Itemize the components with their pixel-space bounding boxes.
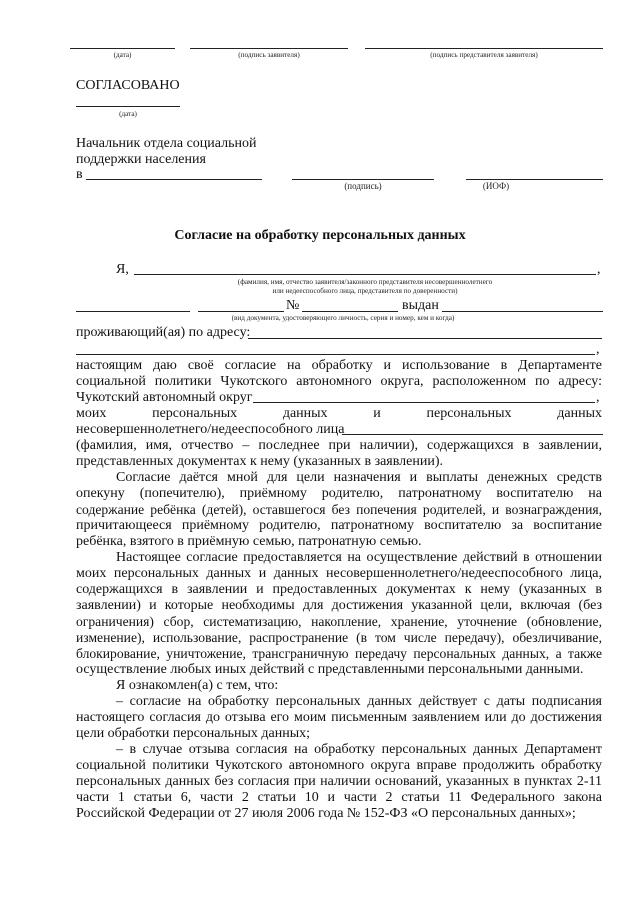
- body-line-29: Российской Федерации от 27 июля 2006 года № 152-ФЗ «О персональных данных»;: [76, 806, 576, 821]
- id-caption: (вид документа, удостоверяющего личность, серия и номер, кем и когда): [231, 314, 455, 322]
- body-line-7: представленных документах к нему (указанных в заявлении).: [76, 454, 444, 469]
- name-trailing-comma: ,: [597, 262, 601, 277]
- body-line-10: содержание ребёнка (детей), оставшегося без попечения родителей, и вознаграждения,: [76, 502, 602, 517]
- id-doc-type-line[interactable]: [76, 311, 190, 312]
- body-line-24: цели обработки персональных данных;: [76, 726, 311, 741]
- representative-signature-line[interactable]: [365, 48, 603, 49]
- issued-by-line[interactable]: [442, 311, 603, 312]
- approval-name-line[interactable]: [466, 179, 603, 180]
- body-line-14: моих персональных данных и данных несовершеннолетнего/недееспособного лица,: [76, 566, 602, 581]
- name-caption-line2: или недееспособного лица, представителя по доверенности): [272, 287, 458, 295]
- address-trailing-comma: ,: [596, 342, 600, 357]
- body-line-16: заявлении) и которые необходимы для достижения указанной цели, включая (без: [76, 598, 602, 613]
- approval-department-line[interactable]: [86, 179, 262, 180]
- applicant-signature-caption: (подпись заявителя): [238, 51, 300, 59]
- body-line-19: блокирование, уничтожение, трансграничную передачу персональных данных, а также: [76, 646, 602, 661]
- approval-signature-caption: (подпись): [344, 181, 382, 191]
- address-label: проживающий(ая) по адресу:: [76, 325, 251, 340]
- issued-label: выдан: [402, 298, 439, 313]
- date-line-top[interactable]: [70, 48, 175, 49]
- address-line-2[interactable]: [76, 354, 595, 355]
- body-line-23: настоящего согласия до отзыва его моим письменным заявлением или до достижения: [76, 710, 602, 725]
- applicant-name-line[interactable]: [134, 274, 596, 275]
- body-line-8: Согласие даётся мной для цели назначения и выплаты денежных средств: [116, 470, 602, 485]
- name-caption-line1: (фамилия, имя, отчество заявителя/законного представителя несовершеннолетнего: [237, 278, 493, 286]
- approval-signature-line[interactable]: [292, 179, 434, 180]
- body-line-22: – согласие на обработку персональных данных действует с даты подписания: [116, 694, 602, 709]
- body-line-2: социальной политики Чукотского автономного округа, расположенном по адресу:: [76, 374, 602, 389]
- approval-date-line[interactable]: [76, 106, 180, 107]
- document-title: Согласие на обработку персональных данных: [174, 228, 466, 243]
- body-line-12: ребёнка, взятого в приёмную семью, патронатную семью.: [76, 534, 422, 549]
- body-line-11: причитающееся приёмному родителю, патронатному воспитателю за воспитание: [76, 518, 602, 533]
- body-line-21: Я ознакомлен(а) с тем, что:: [116, 678, 279, 693]
- okrug-address-line[interactable]: [253, 402, 595, 403]
- approval-position-line1: Начальник отдела социальной: [76, 136, 257, 151]
- address-line-1[interactable]: [248, 338, 602, 339]
- approval-in-prefix: в: [76, 167, 83, 182]
- body-line-25: – в случае отзыва согласия на обработку персональных данных Департамент: [116, 742, 602, 757]
- body-line-6: (фамилия, имя, отчество – последнее при наличии), содержащихся в заявлении,: [76, 438, 602, 453]
- okrug-trailing-comma: ,: [596, 390, 600, 405]
- date-caption-top: (дата): [113, 51, 132, 59]
- body-line-5: несовершеннолетнего/недееспособного лица: [76, 422, 345, 437]
- number-sign: №: [286, 298, 300, 313]
- body-line-18: изменение), использование, распространение (в том числе передачу), обезличивание,: [76, 630, 602, 645]
- body-line-1: настоящим даю своё согласие на обработку и использование в Департаменте: [76, 358, 602, 373]
- id-series-line[interactable]: [198, 311, 284, 312]
- minor-name-line[interactable]: [342, 434, 603, 435]
- body-line-4: моих персональных данных и персональных данных: [76, 406, 602, 421]
- body-line-9: опекуну (попечителю), приёмному родителю, патронатному воспитателю на: [76, 486, 602, 501]
- body-line-17: ограничения) сбор, систематизацию, накопление, хранение, уточнение (обновление,: [76, 614, 602, 629]
- body-line-26: социальной политики Чукотского автономного округа вправе продолжить обработку: [76, 758, 602, 773]
- approval-heading: СОГЛАСОВАНО: [76, 78, 180, 93]
- body-line-13: Настоящее согласие предоставляется на осуществление действий в отношении: [116, 550, 602, 565]
- representative-signature-caption: (подпись представителя заявителя): [430, 51, 538, 59]
- applicant-signature-line[interactable]: [190, 48, 348, 49]
- approval-position-line2: поддержки населения: [76, 152, 206, 167]
- body-line-3: Чукотский автономный округ: [76, 390, 253, 405]
- body-line-27: персональных данных без согласия при наличии оснований, указанных в пунктах 2-11: [76, 774, 602, 789]
- id-number-line[interactable]: [302, 311, 398, 312]
- approval-date-caption: (дата): [119, 110, 137, 118]
- i-label: Я,: [116, 262, 129, 277]
- body-line-28: части 1 статьи 6, части 2 статьи 10 и части 2 статьи 11 Федерального закона: [76, 790, 602, 805]
- body-line-20: осуществление любых иных действий с представленными персональными данными.: [76, 662, 584, 677]
- approval-name-caption: (ИОФ): [482, 181, 510, 191]
- body-line-15: содержащихся в заявлении и предоставленных документах к нему (указанных в: [76, 582, 602, 597]
